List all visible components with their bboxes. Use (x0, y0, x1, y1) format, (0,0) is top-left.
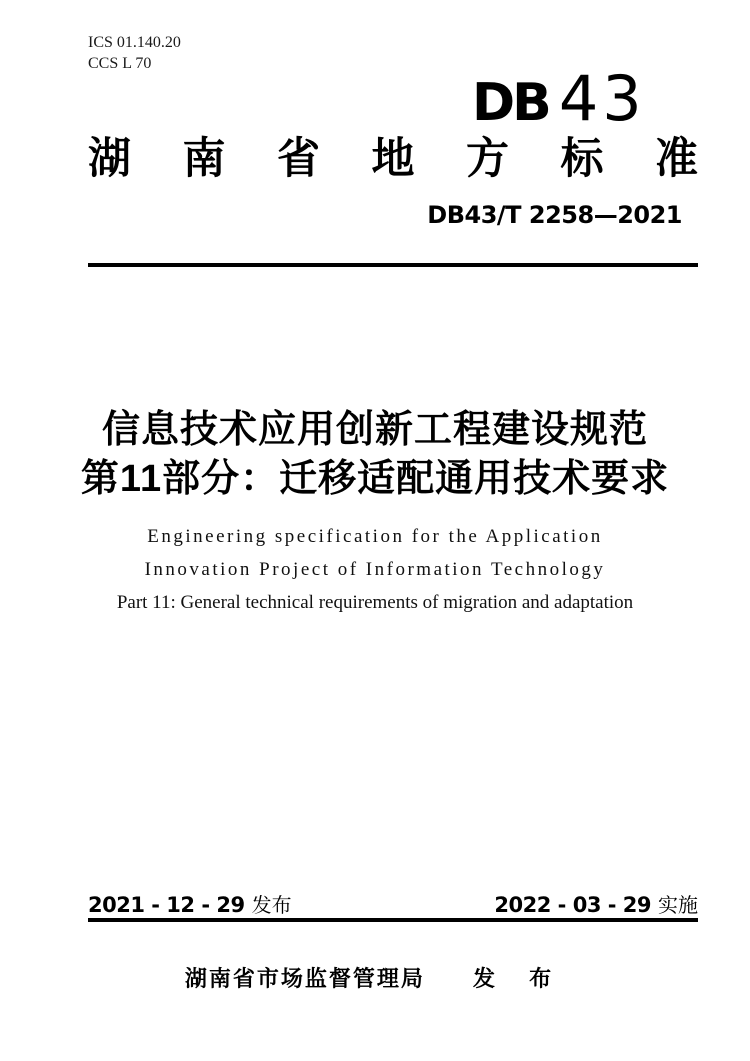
standard-type-char: 湖 (88, 135, 131, 183)
ics-code: ICS 01.140.20 (88, 34, 181, 51)
publisher-name: 湖南省市场监督管理局 (184, 966, 425, 991)
header-divider-line (88, 263, 698, 267)
standard-type-char: 方 (466, 135, 509, 183)
title-english-line3: Part 11: General technical requirements of migration and adaptation (116, 592, 634, 613)
implement-date-item (494, 889, 698, 918)
title-chinese-line1: 信息技术应用创新工程建设规范 (101, 409, 648, 451)
title-english-line1: Engineering specification for the Application (147, 526, 603, 547)
title-english (40, 520, 710, 619)
classification-codes (88, 32, 181, 74)
publisher-row (40, 962, 710, 993)
standard-type-heading (88, 136, 698, 182)
db43-logo (472, 62, 700, 135)
standard-type-char: 准 (655, 135, 698, 183)
title-chinese-line2: 第11部分：迁移适配通用技术要求 (80, 458, 670, 500)
title-english-line2: Innovation Project of Information Technology (144, 559, 606, 580)
standard-type-char: 南 (182, 135, 226, 183)
logo-db-prefix: DB (472, 73, 549, 133)
issue-date: 2021 - 12 - 29 (88, 893, 245, 917)
standard-type-char: 省 (277, 135, 320, 183)
standard-type-char: 地 (371, 135, 415, 183)
dates-row (88, 889, 698, 918)
standard-type-char: 标 (560, 135, 604, 183)
footer-divider-line (88, 918, 698, 922)
ccs-code: CCS L 70 (88, 55, 152, 72)
implement-date: 2022 - 03 - 29 (494, 893, 651, 917)
implement-label: 实施 (658, 895, 698, 917)
issue-label: 发布 (251, 895, 292, 917)
title-chinese (40, 406, 710, 504)
logo-region-code: 43 (558, 62, 646, 135)
issue-date-item (88, 889, 292, 918)
standard-number: DB43/T 2258—2021 (427, 201, 682, 229)
publish-action-label: 发 布 (473, 966, 566, 991)
